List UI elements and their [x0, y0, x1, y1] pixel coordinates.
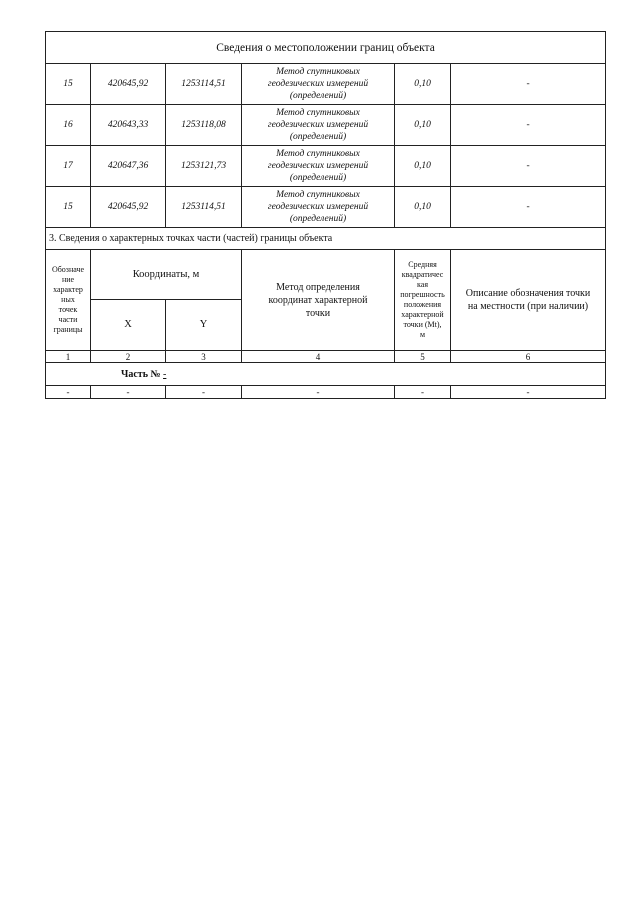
- header-line: Средняя: [408, 260, 437, 269]
- section3-title-row: [46, 228, 606, 250]
- table-row: [46, 146, 606, 187]
- table-row: [46, 187, 606, 228]
- point-method: [242, 105, 395, 146]
- column-number: 6: [451, 351, 606, 363]
- header-line: погрешность: [400, 290, 445, 299]
- header-line: части: [58, 315, 78, 324]
- point-accuracy: 0,10: [395, 105, 451, 146]
- method-line: геодезических измерений: [267, 79, 369, 89]
- header-y: Y: [166, 300, 242, 351]
- point-number: 16: [46, 105, 91, 146]
- method-line: Метод спутниковых: [276, 190, 360, 200]
- point-method: [242, 146, 395, 187]
- point-accuracy: 0,10: [395, 146, 451, 187]
- empty-cell: -: [91, 386, 166, 399]
- method-line: Метод спутниковых: [276, 149, 360, 159]
- header-line: координат характерной: [268, 294, 368, 306]
- point-description: -: [451, 146, 606, 187]
- column-number: 4: [242, 351, 395, 363]
- header-row-top: [46, 250, 606, 300]
- point-x: 420645,92: [91, 64, 166, 105]
- empty-cell: -: [395, 386, 451, 399]
- section-title-row: [46, 32, 606, 64]
- part-label: Часть №: [121, 368, 161, 380]
- header-x: X: [91, 300, 166, 351]
- point-y: 1253114,51: [166, 64, 242, 105]
- method-line: Метод спутниковых: [276, 67, 360, 77]
- header-coordinates: Координаты, м: [91, 250, 242, 300]
- method-line: (определений): [289, 214, 347, 224]
- empty-cell: -: [166, 386, 242, 399]
- point-number: 15: [46, 187, 91, 228]
- method-line: (определений): [289, 91, 347, 101]
- point-description: -: [451, 64, 606, 105]
- section3-title: 3. Сведения о характерных точках части (частей) границы объекта: [46, 228, 606, 250]
- point-number: 15: [46, 64, 91, 105]
- header-line: точки (Mt),: [403, 320, 442, 329]
- table-row: [46, 64, 606, 105]
- column-numbers-row: [46, 351, 606, 363]
- part-row: [46, 363, 606, 386]
- point-accuracy: 0,10: [395, 187, 451, 228]
- header-accuracy: [395, 250, 451, 351]
- column-number: 1: [46, 351, 91, 363]
- header-line: характерной: [401, 310, 444, 319]
- table-row: [46, 386, 606, 399]
- point-method: [242, 187, 395, 228]
- header-line: ние: [61, 275, 75, 284]
- header-line: м: [419, 330, 426, 339]
- header-line: точек: [58, 305, 78, 314]
- header-line: на местности (при наличии): [467, 301, 589, 312]
- part-label-cell: [46, 363, 606, 386]
- point-y: 1253114,51: [166, 187, 242, 228]
- point-description: -: [451, 105, 606, 146]
- point-y: 1253121,73: [166, 146, 242, 187]
- method-line: геодезических измерений: [267, 161, 369, 171]
- point-x: 420645,92: [91, 187, 166, 228]
- method-line: геодезических измерений: [267, 202, 369, 212]
- empty-cell: -: [451, 386, 606, 399]
- point-method: [242, 64, 395, 105]
- header-line: ных: [61, 295, 75, 304]
- column-number: 2: [91, 351, 166, 363]
- header-line: Метод определения: [276, 281, 360, 293]
- method-line: (определений): [289, 132, 347, 142]
- header-line: точки: [305, 307, 331, 319]
- method-line: Метод спутниковых: [276, 108, 360, 118]
- header-method: [242, 250, 395, 351]
- boundary-sheet: [45, 31, 605, 399]
- empty-cell: -: [46, 386, 91, 399]
- point-accuracy: 0,10: [395, 64, 451, 105]
- part-value: -: [163, 368, 167, 380]
- column-number: 3: [166, 351, 242, 363]
- boundary-table: [45, 31, 606, 399]
- header-line: Описание обозначения точки: [465, 288, 591, 299]
- point-number: 17: [46, 146, 91, 187]
- header-line: кая: [417, 280, 428, 289]
- header-description: [451, 250, 606, 351]
- empty-cell: -: [242, 386, 395, 399]
- header-line: положения: [403, 300, 442, 309]
- method-line: геодезических измерений: [267, 120, 369, 130]
- point-y: 1253118,08: [166, 105, 242, 146]
- section-title: Сведения о местоположении границ объекта: [46, 32, 606, 64]
- method-line: (определений): [289, 173, 347, 183]
- table-row: [46, 105, 606, 146]
- header-line: квадратичес: [401, 270, 444, 279]
- point-x: 420647,36: [91, 146, 166, 187]
- point-description: -: [451, 187, 606, 228]
- point-x: 420643,33: [91, 105, 166, 146]
- header-line: границы: [53, 325, 83, 334]
- header-designation: [46, 250, 91, 351]
- header-line: характер: [53, 285, 83, 294]
- header-line: Обозначе: [51, 265, 85, 274]
- column-number: 5: [395, 351, 451, 363]
